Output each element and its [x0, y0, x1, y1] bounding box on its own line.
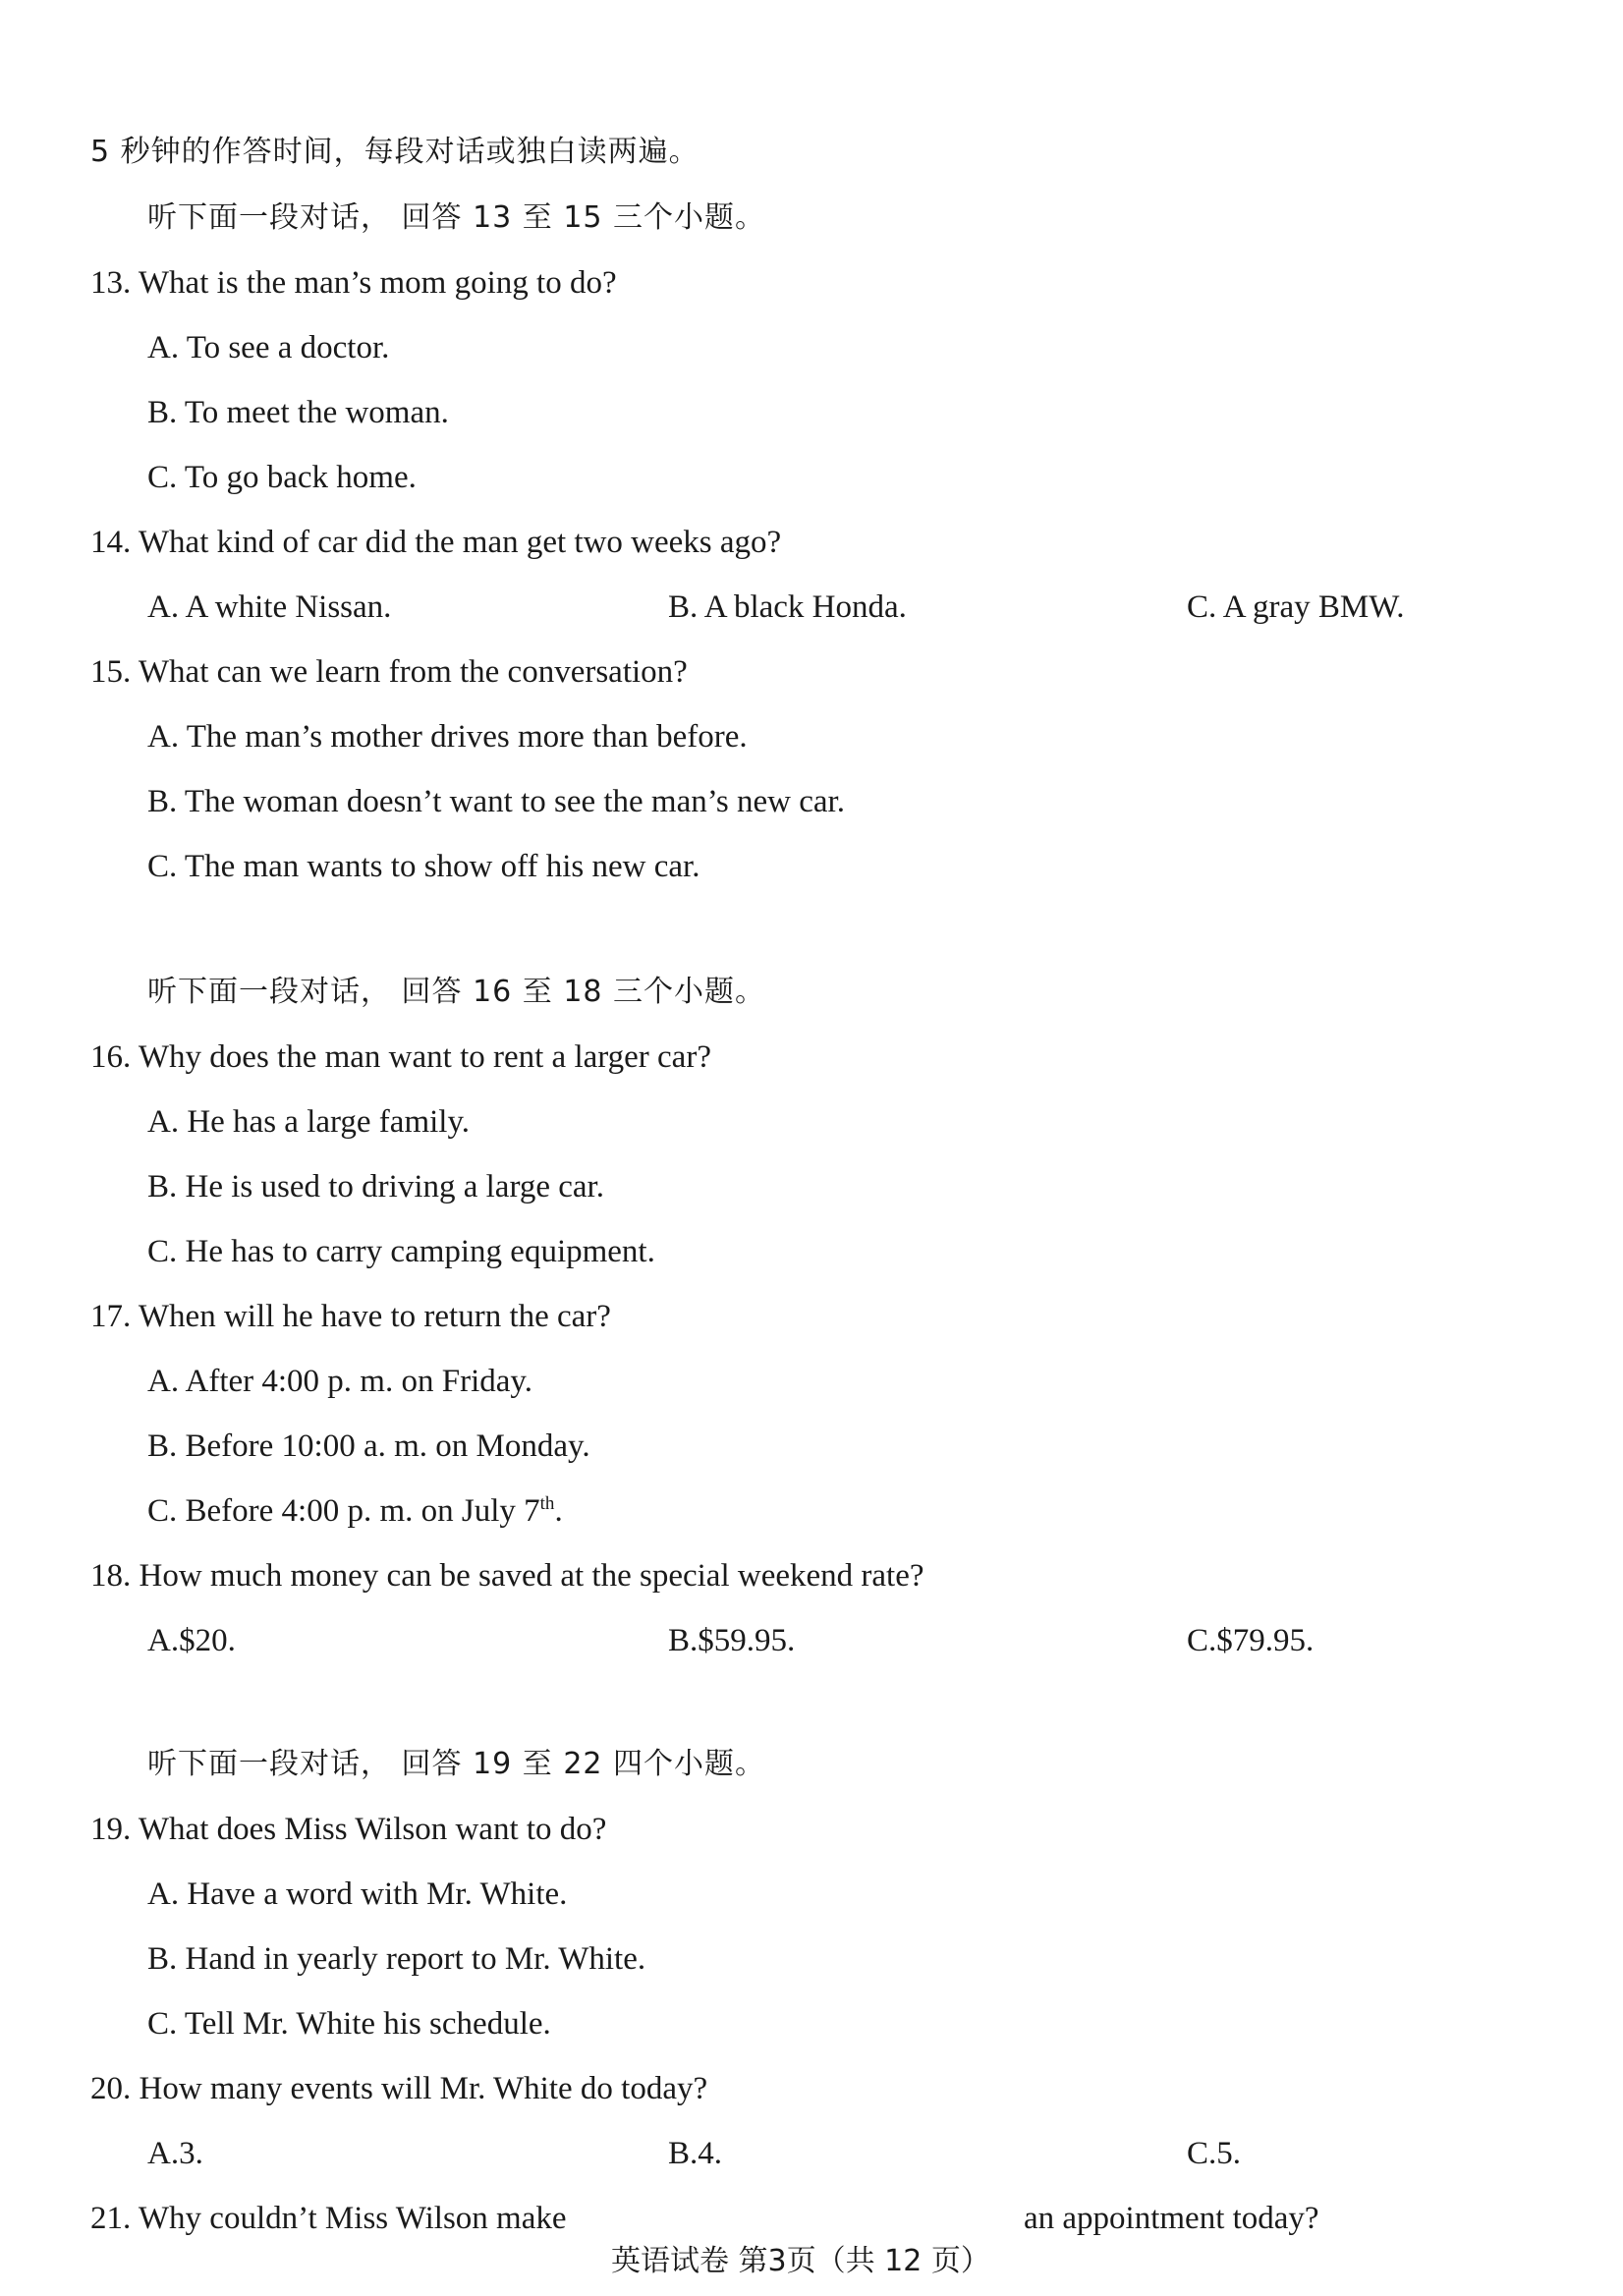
option-20a: A.3. — [147, 2136, 203, 2171]
option-19b: B. Hand in yearly report to Mr. White. — [147, 1941, 646, 1977]
option-17b: B. Before 10:00 a. m. on Monday. — [147, 1428, 590, 1464]
option-17c — [147, 1491, 563, 1531]
option-18b: B.$59.95. — [668, 1623, 796, 1658]
option-16c: C. He has to carry camping equipment. — [147, 1234, 655, 1269]
option-19c: C. Tell Mr. White his schedule. — [147, 2006, 551, 2042]
option-16a: A. He has a large family. — [147, 1104, 471, 1140]
option-20c: C.5. — [1187, 2136, 1242, 2171]
question-21-part2: an appointment today? — [1024, 2201, 1319, 2236]
section-heading: 听下面一段对话， 回答 16 至 18 三个小题。 — [147, 975, 766, 1009]
question-21-part1: 21. Why couldn’t Miss Wilson make — [90, 2201, 567, 2236]
option-17c-period: . — [554, 1493, 563, 1529]
question-15: 15. What can we learn from the conversation? — [90, 654, 688, 690]
option-15b: B. The woman doesn’t want to see the man’s new car. — [147, 784, 845, 819]
option-15a: A. The man’s mother drives more than before. — [147, 719, 748, 755]
section-heading: 听下面一段对话， 回答 13 至 15 三个小题。 — [147, 200, 766, 235]
option-14b: B. A black Honda. — [668, 589, 907, 625]
option-17a: A. After 4:00 p. m. on Friday. — [147, 1364, 532, 1399]
option-20b: B.4. — [668, 2136, 723, 2171]
section-heading: 听下面一段对话， 回答 19 至 22 四个小题。 — [147, 1747, 766, 1781]
option-18a: A.$20. — [147, 1623, 236, 1658]
option-14a: A. A white Nissan. — [147, 589, 392, 625]
option-13c: C. To go back home. — [147, 460, 417, 495]
option-17c-text: C. Before 4:00 p. m. on July 7 — [147, 1493, 540, 1529]
option-15c: C. The man wants to show off his new car. — [147, 849, 700, 884]
option-19a: A. Have a word with Mr. White. — [147, 1876, 568, 1912]
question-16: 16. Why does the man want to rent a larger car? — [90, 1039, 711, 1075]
question-18: 18. How much money can be saved at the special weekend rate? — [90, 1558, 924, 1594]
ordinal-suffix: th — [539, 1493, 555, 1514]
question-17: 17. When will he have to return the car? — [90, 1299, 611, 1334]
question-20: 20. How many events will Mr. White do today? — [90, 2071, 708, 2106]
option-18c: C.$79.95. — [1187, 1623, 1315, 1658]
question-13: 13. What is the man’s mom going to do? — [90, 265, 617, 301]
question-14: 14. What kind of car did the man get two weeks ago? — [90, 525, 782, 560]
option-13b: B. To meet the woman. — [147, 395, 449, 430]
option-14c: C. A gray BMW. — [1187, 589, 1405, 625]
question-19: 19. What does Miss Wilson want to do? — [90, 1812, 607, 1847]
option-13a: A. To see a doctor. — [147, 330, 390, 365]
page-footer: 英语试卷 第3页（共 12 页） — [611, 2244, 990, 2278]
option-16b: B. He is used to driving a large car. — [147, 1169, 604, 1204]
intro-line: 5 秒钟的作答时间，每段对话或独白读两遍。 — [90, 135, 700, 169]
